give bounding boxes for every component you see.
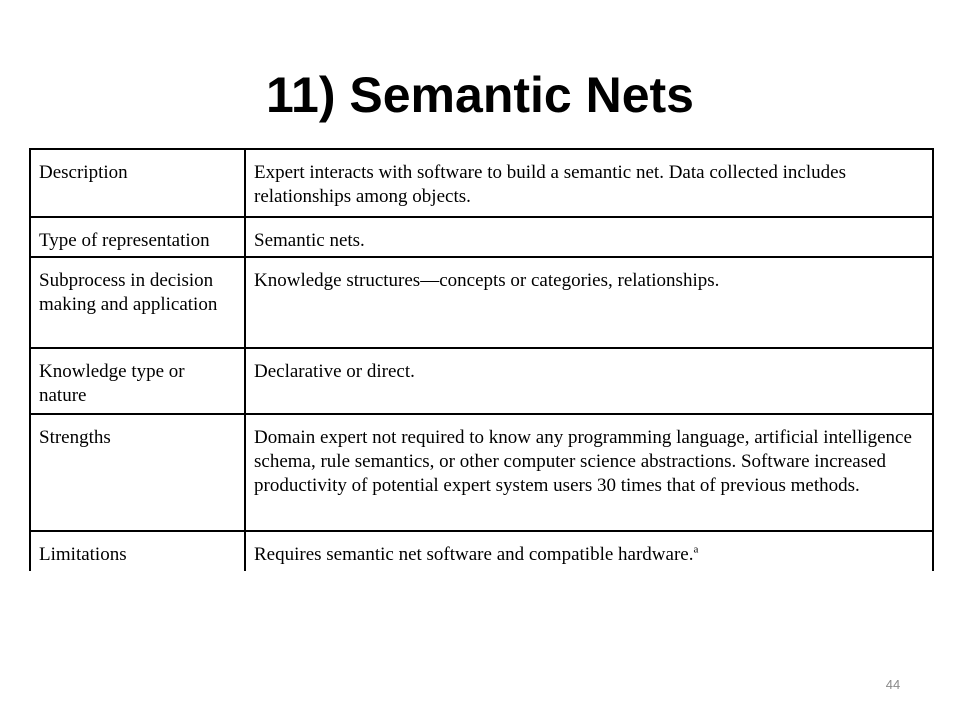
table-row	[30, 348, 933, 414]
row-value-type-of-representation: Semantic nets.	[245, 217, 933, 257]
row-value-knowledge-type: Declarative or direct.	[245, 348, 933, 414]
row-label-type-of-representation: Type of representation	[30, 217, 245, 257]
table-row	[30, 257, 933, 348]
knowledge-technique-table	[29, 148, 934, 571]
row-label-subprocess: Subprocess in decision making and application	[30, 257, 245, 348]
row-label-limitations: Limitations	[30, 531, 245, 571]
footnote-mark: a	[693, 543, 699, 556]
row-value-limitations	[245, 531, 933, 571]
row-label-description: Description	[30, 149, 245, 217]
slide-title: 11) Semantic Nets	[266, 67, 694, 123]
row-value-subprocess: Knowledge structures—concepts or categories, relationships.	[245, 257, 933, 348]
row-label-knowledge-type: Knowledge type or nature	[30, 348, 245, 414]
table-row	[30, 531, 933, 571]
table-row	[30, 217, 933, 257]
table-row	[30, 414, 933, 531]
row-label-strengths: Strengths	[30, 414, 245, 531]
row-value-strengths: Domain expert not required to know any programming language, artificial intelligence schema, rule semantics, or other computer science abstractions. Software increased productivity of potential expert system users 30 times that of previous methods.	[245, 414, 933, 531]
page-number: 44	[885, 677, 901, 692]
table-row	[30, 149, 933, 217]
row-value-description: Expert interacts with software to build a semantic net. Data collected includes relationships among objects.	[245, 149, 933, 217]
limitations-text: Requires semantic net software and compatible hardware.	[254, 544, 694, 565]
